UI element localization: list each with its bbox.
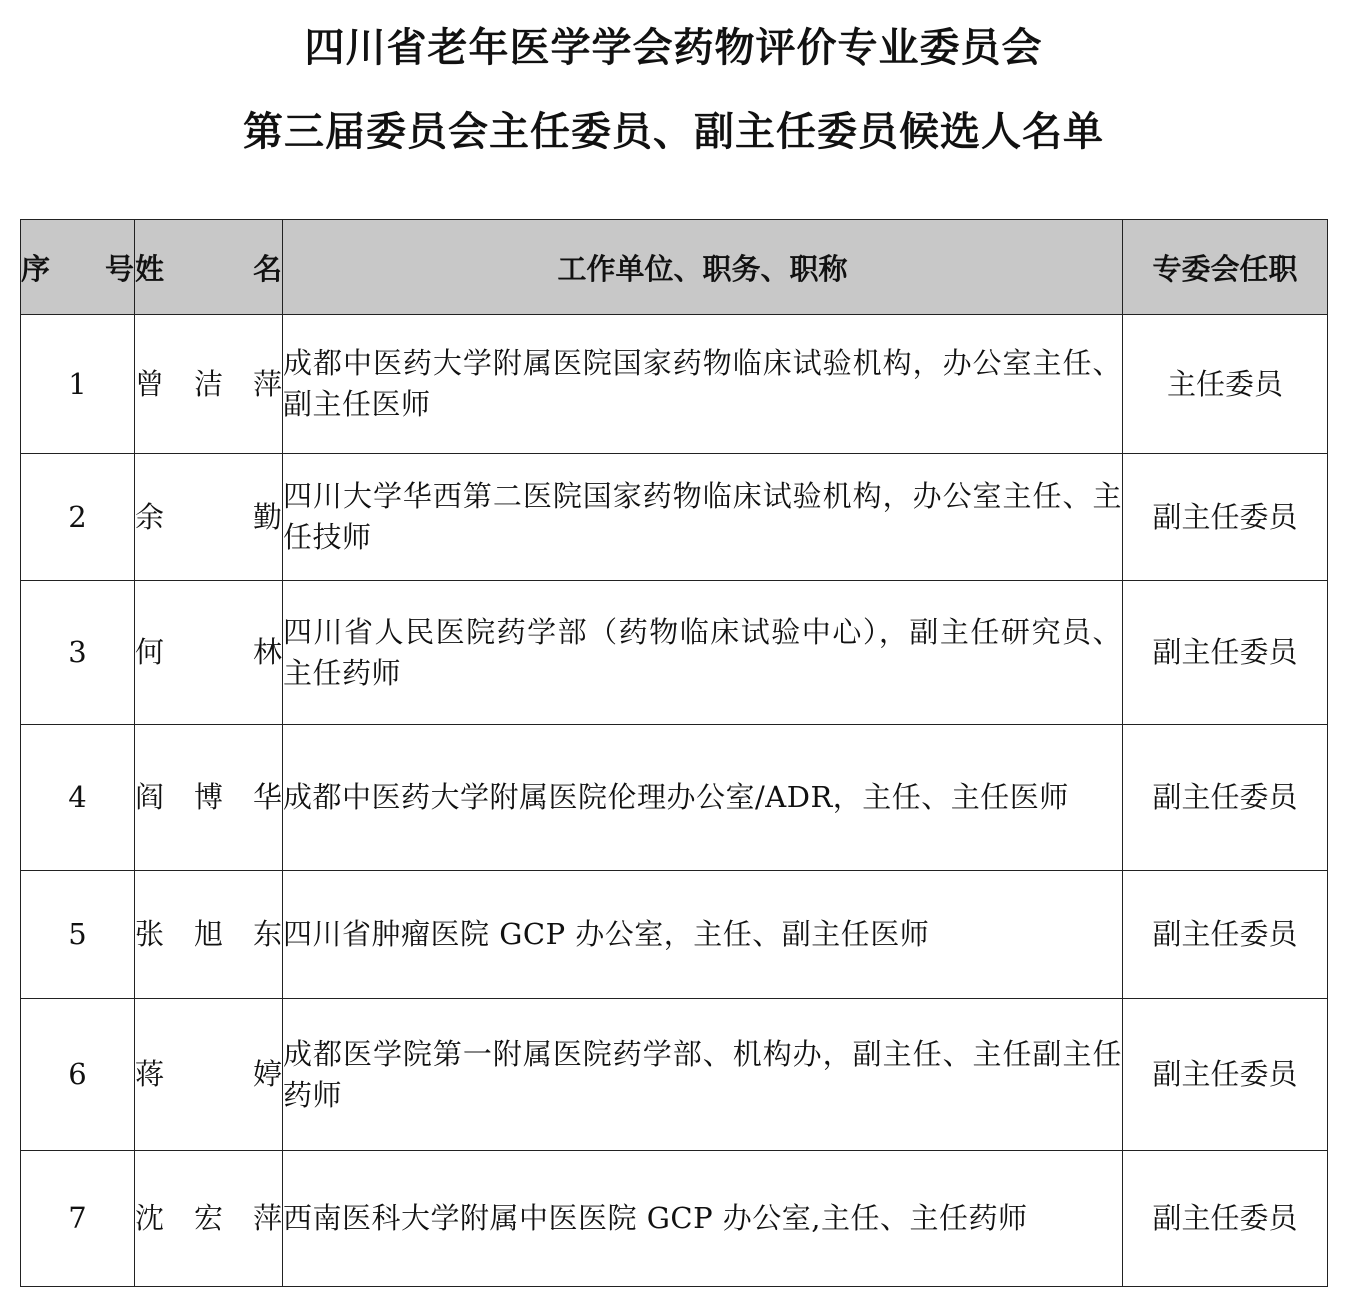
header-no: 序 号 [21,220,135,315]
row-organization: 成都中医药大学附属医院国家药物临床试验机构，办公室主任、副主任医师 [283,315,1123,454]
row-number: 5 [21,871,135,999]
row-name: 何 林 [135,581,283,725]
candidate-table [20,219,1328,1287]
header-organization: 工作单位、职务、职称 [283,220,1123,315]
table-row [21,999,1328,1151]
row-role: 副主任委员 [1123,725,1328,871]
row-organization: 四川省人民医院药学部（药物临床试验中心），副主任研究员、主任药师 [283,581,1123,725]
row-role: 副主任委员 [1123,871,1328,999]
row-organization: 成都医学院第一附属医院药学部、机构办，副主任、主任副主任药师 [283,999,1123,1151]
header-name: 姓 名 [135,220,283,315]
table-row [21,315,1328,454]
row-organization: 四川大学华西第二医院国家药物临床试验机构，办公室主任、主任技师 [283,454,1123,581]
row-organization: 四川省肿瘤医院 GCP 办公室，主任、副主任医师 [283,871,1123,999]
table-row [21,725,1328,871]
table-header-row [21,220,1328,315]
document-title-line-1: 四川省老年医学学会药物评价专业委员会 [304,25,1043,71]
row-number: 1 [21,315,135,454]
table-row [21,454,1328,581]
row-role: 副主任委员 [1123,454,1328,581]
row-name: 余 勤 [135,454,283,581]
row-number: 4 [21,725,135,871]
row-name: 蒋 婷 [135,999,283,1151]
header-role: 专委会任职 [1123,220,1328,315]
row-name: 阎博华 [135,725,283,871]
row-name: 沈宏萍 [135,1151,283,1287]
row-number: 6 [21,999,135,1151]
row-number: 3 [21,581,135,725]
row-number: 7 [21,1151,135,1287]
row-role: 主任委员 [1123,315,1328,454]
row-organization: 成都中医药大学附属医院伦理办公室/ADR，主任、主任医师 [283,725,1123,871]
row-name: 张旭东 [135,871,283,999]
row-number: 2 [21,454,135,581]
row-name: 曾洁萍 [135,315,283,454]
row-role: 副主任委员 [1123,1151,1328,1287]
row-organization: 西南医科大学附属中医医院 GCP 办公室,主任、主任药师 [283,1151,1123,1287]
table-row [21,581,1328,725]
table-row [21,871,1328,999]
row-role: 副主任委员 [1123,999,1328,1151]
table-row [21,1151,1328,1287]
document-title-line-2: 第三届委员会主任委员、副主任委员候选人名单 [243,109,1104,155]
row-role: 副主任委员 [1123,581,1328,725]
